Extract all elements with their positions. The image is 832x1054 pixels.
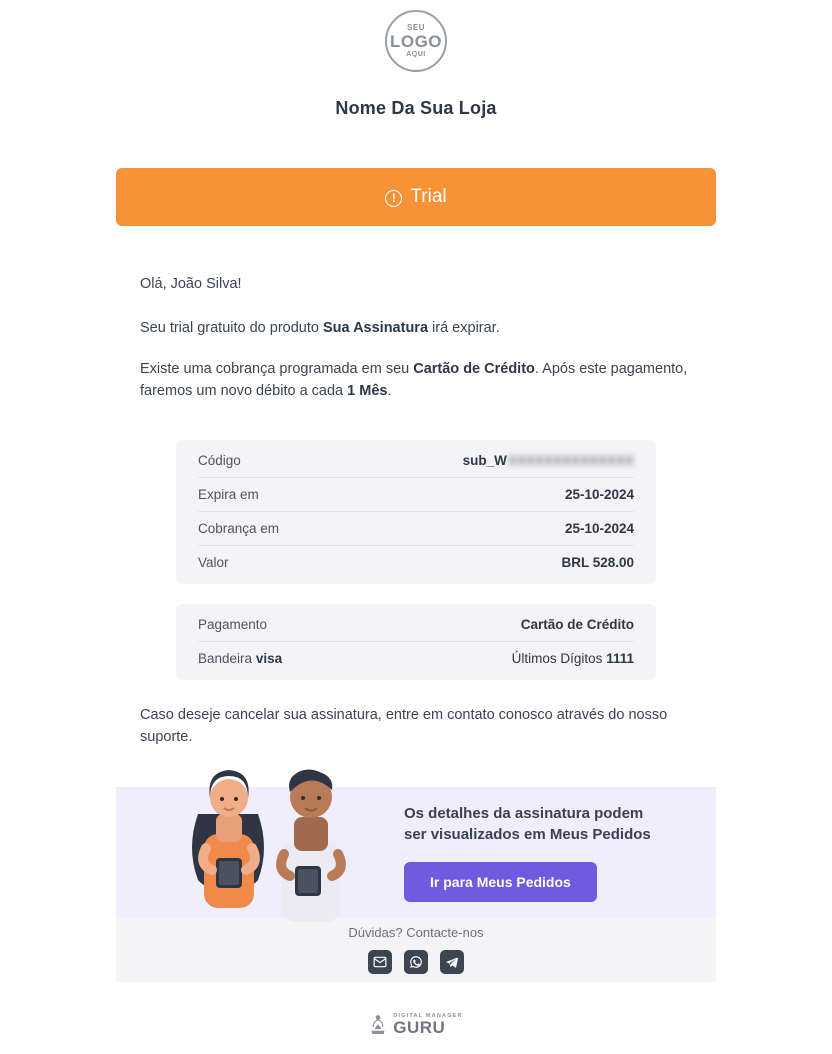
table-row (198, 608, 634, 642)
support-note-wrap (116, 704, 716, 749)
card-digits-value: 1111 (606, 651, 634, 667)
support-note: Caso deseje cancelar sua assinatura, entre em contato conosco através do nosso suporte. (140, 706, 668, 746)
logo-line-1: SEU (407, 23, 425, 32)
social-links (368, 950, 464, 974)
trial-banner-label: Trial (410, 186, 447, 207)
charge-interval: 1 Mês (347, 383, 388, 400)
go-to-my-orders-button[interactable]: Ir para Meus Pedidos (404, 862, 597, 902)
promo-headline-line-1: Os detalhes da assinatura podem (404, 804, 644, 822)
promo-headline-line-2: ser visualizados em Meus Pedidos (404, 826, 651, 844)
logo-container (0, 10, 832, 72)
email-icon[interactable] (368, 950, 392, 974)
brand-top-text: DIGITAL MANAGER (393, 1012, 463, 1019)
charge-info-text (140, 358, 692, 403)
trial-expiry-part-1: Seu trial gratuito do produto (140, 320, 323, 337)
people-illustration (164, 762, 394, 922)
store-name: Nome Da Sua Loja (335, 98, 497, 118)
logo-line-3: AQUI (406, 51, 426, 58)
promo-band (116, 787, 716, 918)
charge-part-1: Existe uma cobrança programada em seu (140, 360, 414, 377)
trial-expiry-part-2: irá expirar. (428, 320, 500, 337)
brand-text (393, 1014, 462, 1037)
message-body (116, 273, 716, 403)
card-brand-label (198, 651, 282, 666)
people-illustration-icon (164, 762, 394, 922)
charge-method: Cartão de Crédito (413, 360, 535, 377)
payment-method-label: Pagamento (198, 616, 268, 632)
logo-line-2: LOGO (389, 32, 443, 51)
table-row (198, 444, 634, 478)
brand-footer (0, 1014, 832, 1054)
table-row (198, 478, 634, 512)
trial-banner (116, 168, 716, 226)
card-brand-value: visa (255, 651, 283, 667)
expires-label: Expira em (198, 486, 259, 502)
card-digits-label: Últimos Dígitos (511, 651, 603, 667)
code-label: Código (198, 452, 241, 468)
alert-circle-icon: ! (385, 190, 402, 207)
subscription-details-card (176, 440, 656, 584)
subscription-name: Sua Assinatura (322, 320, 429, 337)
trial-expiry-text (140, 317, 692, 339)
expires-value: 25-10-2024 (564, 486, 634, 502)
greeting-text: Olá, João Silva! (140, 276, 242, 292)
contact-text: Dúvidas? Contacte-nos (348, 925, 484, 941)
card-brand-label-text: Bandeira (198, 651, 253, 667)
store-logo-icon (385, 10, 447, 72)
code-masked-part: XXXXXXXXXXXXXX (507, 452, 634, 468)
charge-part-2: . Após este pagamento, faremos um novo débito a cada (140, 360, 688, 400)
brand-main-text: GURU (393, 1018, 446, 1038)
table-row (198, 512, 634, 546)
amount-label: Valor (198, 555, 229, 571)
charge-date-label: Cobrança em (198, 520, 280, 536)
code-value (463, 453, 634, 468)
payment-method-value: Cartão de Crédito (520, 616, 634, 632)
guru-logo-icon (369, 1014, 387, 1036)
footer (116, 918, 716, 982)
charge-part-3: . (387, 383, 392, 400)
code-visible-part: sub_W (462, 452, 507, 468)
charge-date-value: 25-10-2024 (564, 520, 634, 536)
promo-text (404, 803, 651, 903)
payment-details-card (176, 604, 656, 680)
table-row (198, 642, 634, 676)
promo-headline (404, 803, 651, 847)
whatsapp-icon[interactable] (404, 950, 428, 974)
card-digits (512, 651, 634, 666)
telegram-icon[interactable] (440, 950, 464, 974)
table-row (198, 546, 634, 580)
amount-value: BRL 528.00 (561, 555, 634, 571)
